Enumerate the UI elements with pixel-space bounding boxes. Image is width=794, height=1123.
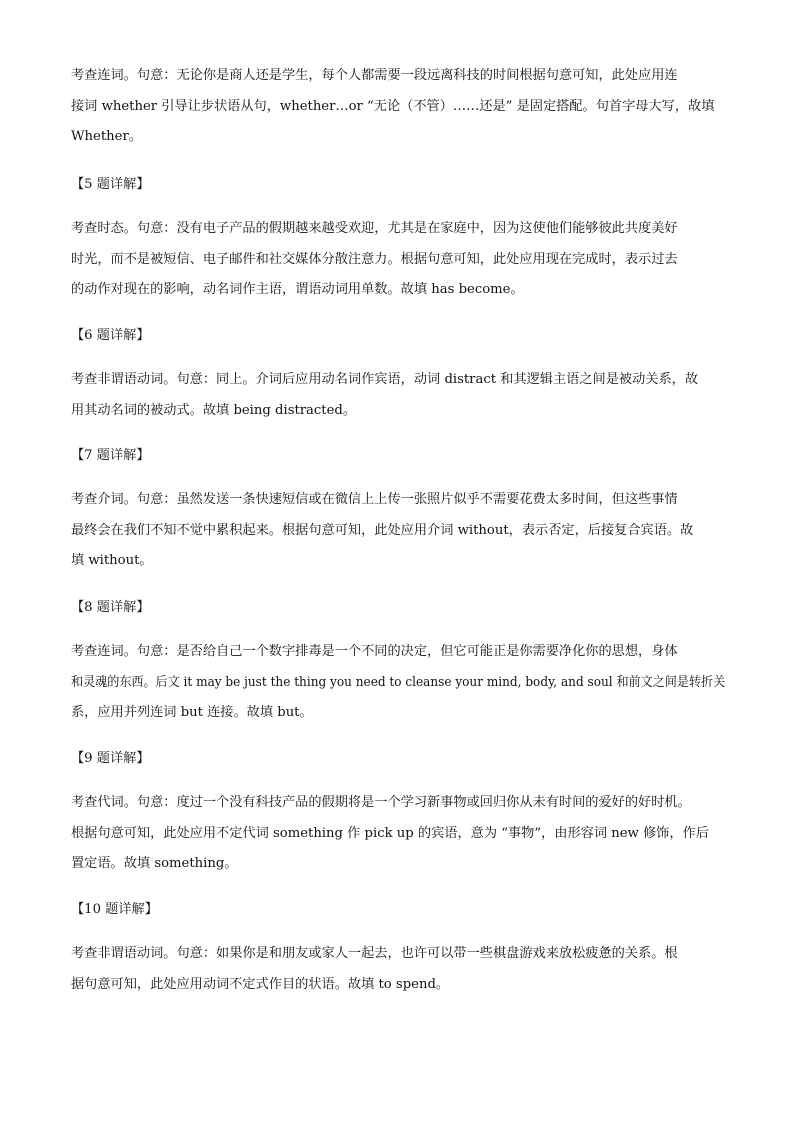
paragraph-line: 用其动名词的被动式。故填 being distracted。 xyxy=(71,402,357,418)
answer-paragraph xyxy=(71,485,725,577)
paragraph-line: 填 without。 xyxy=(71,553,153,568)
paragraph-line: 最终会在我们不知不觉中累积起来。根据句意可知，此处应用介词 without，表示否定，后接复合宾语。故 xyxy=(71,522,694,538)
paragraph-line: 据句意可知，此处应用动词不定式作目的状语。故填 to spend。 xyxy=(71,976,450,992)
question-heading: 【7 题详解】 xyxy=(71,448,150,463)
paragraph-line: 根据句意可知，此处应用不定代词 something 作 pick up 的宾语，意为 “事物”，由形容词 new 修饰，作后 xyxy=(71,825,709,841)
paragraph-line: 置定语。故填 something。 xyxy=(71,856,238,871)
paragraph-line: 接词 whether 引导让步状语从句，whether…or “无论（不管）……还是” 是固定搭配。句首字母大写，故填 xyxy=(71,98,715,114)
question-heading: 【10 题详解】 xyxy=(71,902,158,917)
answer-paragraph xyxy=(71,365,725,426)
paragraph-line: 时光，而不是被短信、电子邮件和社交媒体分散注意力。根据句意可知，此处应用现在完成时，表示过去 xyxy=(71,251,678,267)
paragraph-line: 考查连词。句意：是否给自己一个数字排毒是一个不同的决定，但它可能正是你需要净化你的思想，身体 xyxy=(71,644,678,659)
question-heading: 【5 题详解】 xyxy=(71,177,150,192)
answer-paragraph xyxy=(71,214,725,306)
paragraph-line: Whether。 xyxy=(71,129,142,144)
answer-paragraph xyxy=(71,939,725,1000)
paragraph-line: 考查非谓语动词。句意：如果你是和朋友或家人一起去，也许可以带一些棋盘游戏来放松疲惫的关系。根 xyxy=(71,946,678,961)
paragraph-line: 系，应用并列连词 but 连接。故填 but。 xyxy=(71,705,313,720)
question-heading: 【9 题详解】 xyxy=(71,751,150,766)
paragraph-line: 考查介词。句意：虽然发送一条快速短信或在微信上上传一张照片似乎不需要花费太多时间，但这些事情 xyxy=(71,492,678,507)
question-heading: 【8 题详解】 xyxy=(71,600,150,615)
paragraph-line: 考查时态。句意：没有电子产品的假期越来越受欢迎，尤其是在家庭中，因为这使他们能够彼此共度美好 xyxy=(71,221,678,236)
paragraph-line: 和灵魂的东西。后文 it may be just the thing you need to cleanse your mind, body, and soul 和前文之间是转折关 xyxy=(71,674,726,690)
answer-paragraph xyxy=(71,61,725,153)
paragraph-line: 考查代词。句意：度过一个没有科技产品的假期将是一个学习新事物或回归你从未有时间的爱好的好时机。 xyxy=(71,795,691,810)
question-heading: 【6 题详解】 xyxy=(71,328,150,343)
answer-paragraph xyxy=(71,637,725,729)
paragraph-line: 考查连词。句意：无论你是商人还是学生，每个人都需要一段远离科技的时间根据句意可知，此处应用连 xyxy=(71,68,678,83)
paragraph-line: 的动作对现在的影响，动名词作主语，谓语动词用单数。故填 has become。 xyxy=(71,282,524,297)
paragraph-line: 考查非谓语动词。句意：同上。介词后应用动名词作宾语，动词 distract 和其逻辑主语之间是被动关系，故 xyxy=(71,372,699,387)
answer-paragraph xyxy=(71,788,725,880)
